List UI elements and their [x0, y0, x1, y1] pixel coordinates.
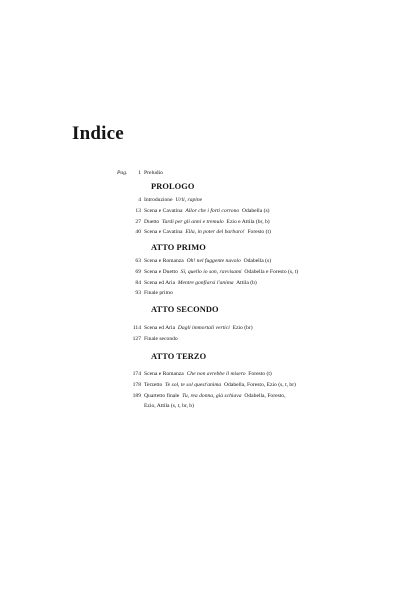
- entry-incipit: Te sol, te sol quest'anima: [165, 381, 222, 388]
- entry-incipit: Tardi per gli anni e tremulo: [162, 218, 224, 225]
- entry-incipit: Dagli immortali vertici: [177, 325, 230, 331]
- entry-text: Ezio e Attila (br, b): [226, 218, 270, 225]
- entry-page-number: 189: [132, 392, 141, 399]
- entry-incipit: Oh! nel fuggente nuvolo: [186, 258, 241, 264]
- index-entry: [129, 198, 202, 204]
- entry-page-number: 40: [135, 229, 141, 236]
- entry-text: Scena e Duetto: [144, 268, 178, 275]
- entry-page-number: 4: [138, 197, 141, 203]
- index-entry: [129, 220, 270, 226]
- index-entry: [129, 372, 272, 378]
- entry-text: Odabella, Foresto,: [244, 392, 286, 399]
- entry-text: Scena ed Aria: [144, 279, 176, 286]
- entry-page-number: 63: [135, 258, 141, 264]
- section-heading: ATTO TERZO: [151, 352, 207, 361]
- page-title: Indice: [72, 123, 124, 144]
- section-heading: ATTO SECONDO: [151, 305, 219, 314]
- entry-incipit: Che non avrebbe il misero: [186, 371, 246, 377]
- entry-incipit: Allor che i forti corrono: [185, 207, 240, 214]
- section-heading: ATTO PRIMO: [151, 243, 206, 252]
- entry-page-number: 1: [138, 170, 141, 176]
- entry-page-number: 13: [135, 207, 141, 214]
- entry-text: Scena e Cavatina: [144, 229, 183, 236]
- entry-page-number: 27: [135, 218, 141, 225]
- entry-page-number: 174: [132, 371, 141, 377]
- entry-incipit: Mentre gonfiarsi l'anima: [177, 279, 234, 286]
- entry-text: Quartetto finale: [144, 392, 180, 399]
- entry-page-number: 178: [132, 381, 141, 388]
- index-entry: [129, 337, 178, 343]
- entry-text: Odabella, Foresto, Ezio (s, t, br): [224, 381, 296, 388]
- entry-incipit: Tu, rea donna, già schiava: [182, 392, 242, 399]
- entry-text: Odabella e Foresto (s, t): [244, 268, 299, 275]
- entry-text: Attila (b): [236, 279, 257, 286]
- entry-text: Ezio (br): [232, 325, 253, 331]
- index-entry: [129, 259, 271, 265]
- entry-text: Odabella (s): [243, 258, 272, 264]
- entry-text: Introduzione: [144, 197, 173, 203]
- entry-page-number: 84: [135, 279, 141, 286]
- entry-text: Foresto (t): [247, 229, 271, 236]
- index-entry-preludio: [129, 171, 163, 177]
- entry-text: Scena e Romanza: [144, 371, 184, 377]
- index-entry: [129, 404, 194, 410]
- entry-text: Scena ed Aria: [144, 325, 176, 331]
- index-entry: [129, 291, 173, 297]
- entry-text: Terzetto: [144, 381, 163, 388]
- index-entry: [129, 326, 253, 332]
- entry-incipit: Sì, quello io son, ravvisami: [180, 268, 242, 275]
- entry-page-number: 93: [135, 290, 141, 297]
- pag-label: Pag.: [117, 170, 128, 176]
- section-heading: PROLOGO: [151, 182, 195, 191]
- entry-text: Duetto: [144, 218, 160, 225]
- index-entry: [129, 209, 270, 215]
- entry-page-number: 69: [135, 268, 141, 275]
- entry-text: Scena e Romanza: [144, 258, 184, 264]
- entry-text: Finale primo: [144, 290, 173, 297]
- entry-text: Ezio, Attila (s, t, br, b): [144, 403, 194, 410]
- entry-text: Scena e Cavatina: [144, 207, 183, 214]
- entry-page-number: 127: [132, 335, 141, 342]
- entry-text: Odabella (s): [242, 207, 270, 214]
- entry-page-number: 114: [132, 325, 141, 331]
- entry-incipit: Urli, rapine: [175, 197, 203, 203]
- index-entry: [129, 230, 271, 236]
- index-entry: [129, 281, 257, 287]
- entry-incipit: Ella, in poter del barbaro!: [185, 229, 245, 236]
- entry-text: Foresto (t): [248, 371, 272, 377]
- index-entry: [129, 383, 296, 389]
- entry-label: Preludio: [144, 170, 163, 176]
- index-entry: [129, 270, 298, 276]
- index-entry: [129, 394, 286, 400]
- entry-text: Finale secondo: [144, 335, 178, 342]
